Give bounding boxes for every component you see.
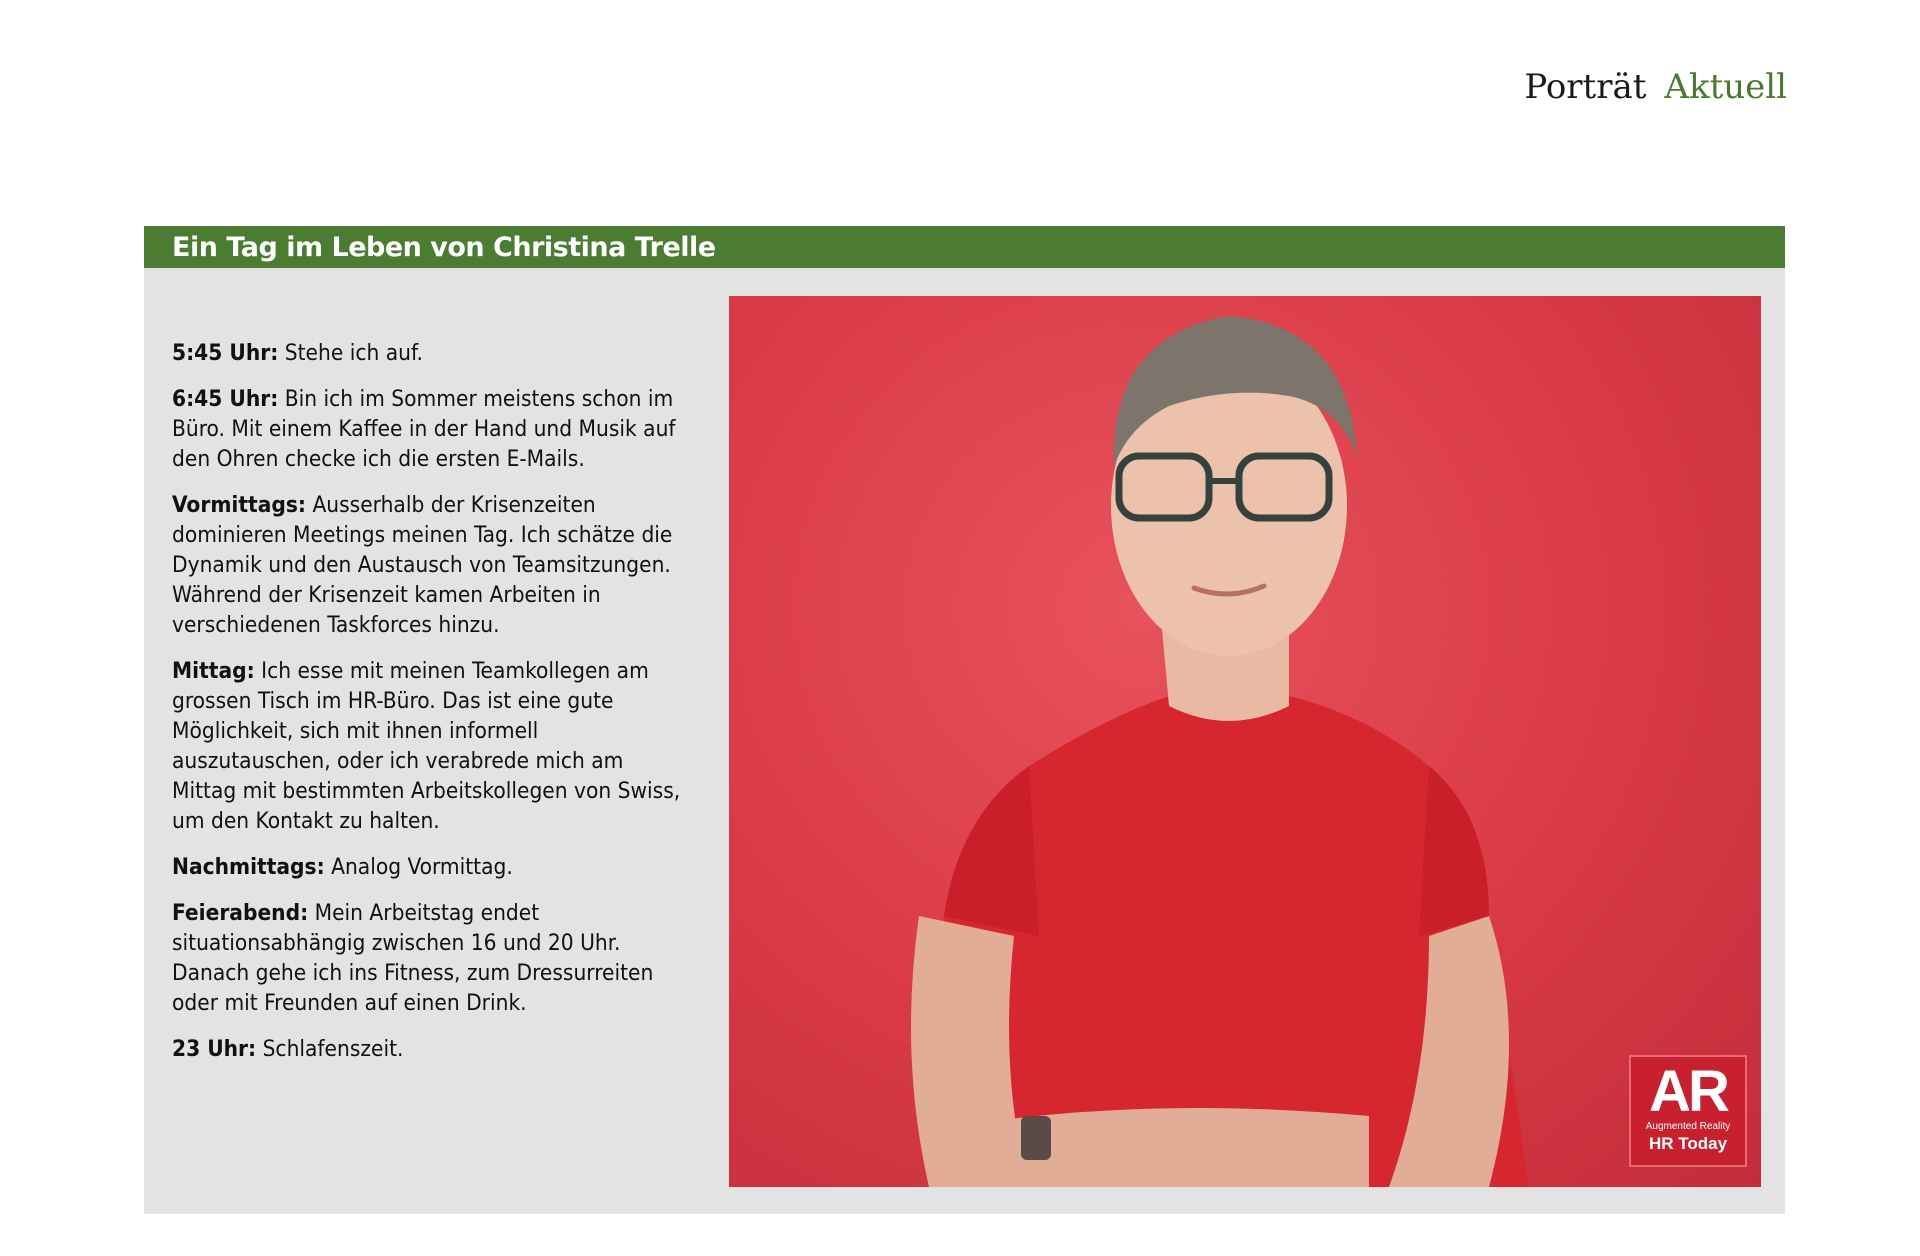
box-title: Ein Tag im Leben von Christina Trelle: [172, 232, 716, 263]
entry-text: Mein Arbeitstag endet situationsabhängig zwischen 16 und 20 Uhr. Danach gehe ich ins Fitness, zum Dressurreiten oder mit Freunden auf einen Drink.: [172, 900, 654, 1016]
ar-logo: AR: [1649, 1059, 1727, 1124]
schedule-entry: [172, 1034, 692, 1064]
entry-text: Bin ich im Sommer meistens schon im Büro. Mit einem Kaffee in der Hand und Musik auf den Ohren checke ich die ersten E-Mails.: [172, 386, 676, 472]
schedule-entry: [172, 656, 692, 836]
entry-text: Schlafenszeit.: [256, 1036, 404, 1062]
entry-label: 23 Uhr:: [172, 1036, 257, 1062]
entry-label: Nachmittags:: [172, 854, 325, 880]
entry-label: Vormittags:: [172, 492, 307, 518]
entry-text: Ausserhalb der Krisenzeiten dominieren Meetings meinen Tag. Ich schätze die Dynamik und den Austausch von Teamsitzungen. Während der Krisenzeit kamen Arbeiten in verschiedenen Taskforces hinzu.: [172, 492, 673, 638]
schedule-entry: [172, 384, 692, 474]
entry-text: Analog Vormittag.: [324, 854, 513, 880]
box-title-bar: [144, 226, 1785, 268]
info-box: [144, 226, 1785, 1214]
section-label: Porträt: [1524, 67, 1647, 107]
entry-label: 5:45 Uhr:: [172, 340, 279, 366]
entry-label: Mittag:: [172, 658, 255, 684]
schedule-entry: [172, 338, 692, 368]
entry-text: Ich esse mit meinen Teamkollegen am grossen Tisch im HR-Büro. Das ist eine gute Möglichkeit, sich mit ihnen informell auszutauschen, oder ich verabrede mich am Mittag mit bestimmten Arbeitskollegen von Swiss, um den Kontakt zu halten.: [172, 658, 681, 834]
portrait-photo: [729, 296, 1761, 1187]
schedule-entry: [172, 898, 692, 1018]
ar-subtitle: Augmented Reality: [1645, 1121, 1731, 1132]
ar-badge[interactable]: [1629, 1055, 1747, 1167]
category-label: Aktuell: [1664, 67, 1787, 107]
daily-schedule: [172, 338, 692, 1080]
page-header: [1524, 67, 1787, 107]
entry-text: Stehe ich auf.: [278, 340, 423, 366]
schedule-entry: [172, 852, 692, 882]
schedule-entry: [172, 490, 692, 640]
entry-label: 6:45 Uhr:: [172, 386, 279, 412]
ar-brand: HR Today: [1648, 1134, 1728, 1153]
entry-label: Feierabend:: [172, 900, 309, 926]
portrait-illustration: [729, 296, 1761, 1187]
